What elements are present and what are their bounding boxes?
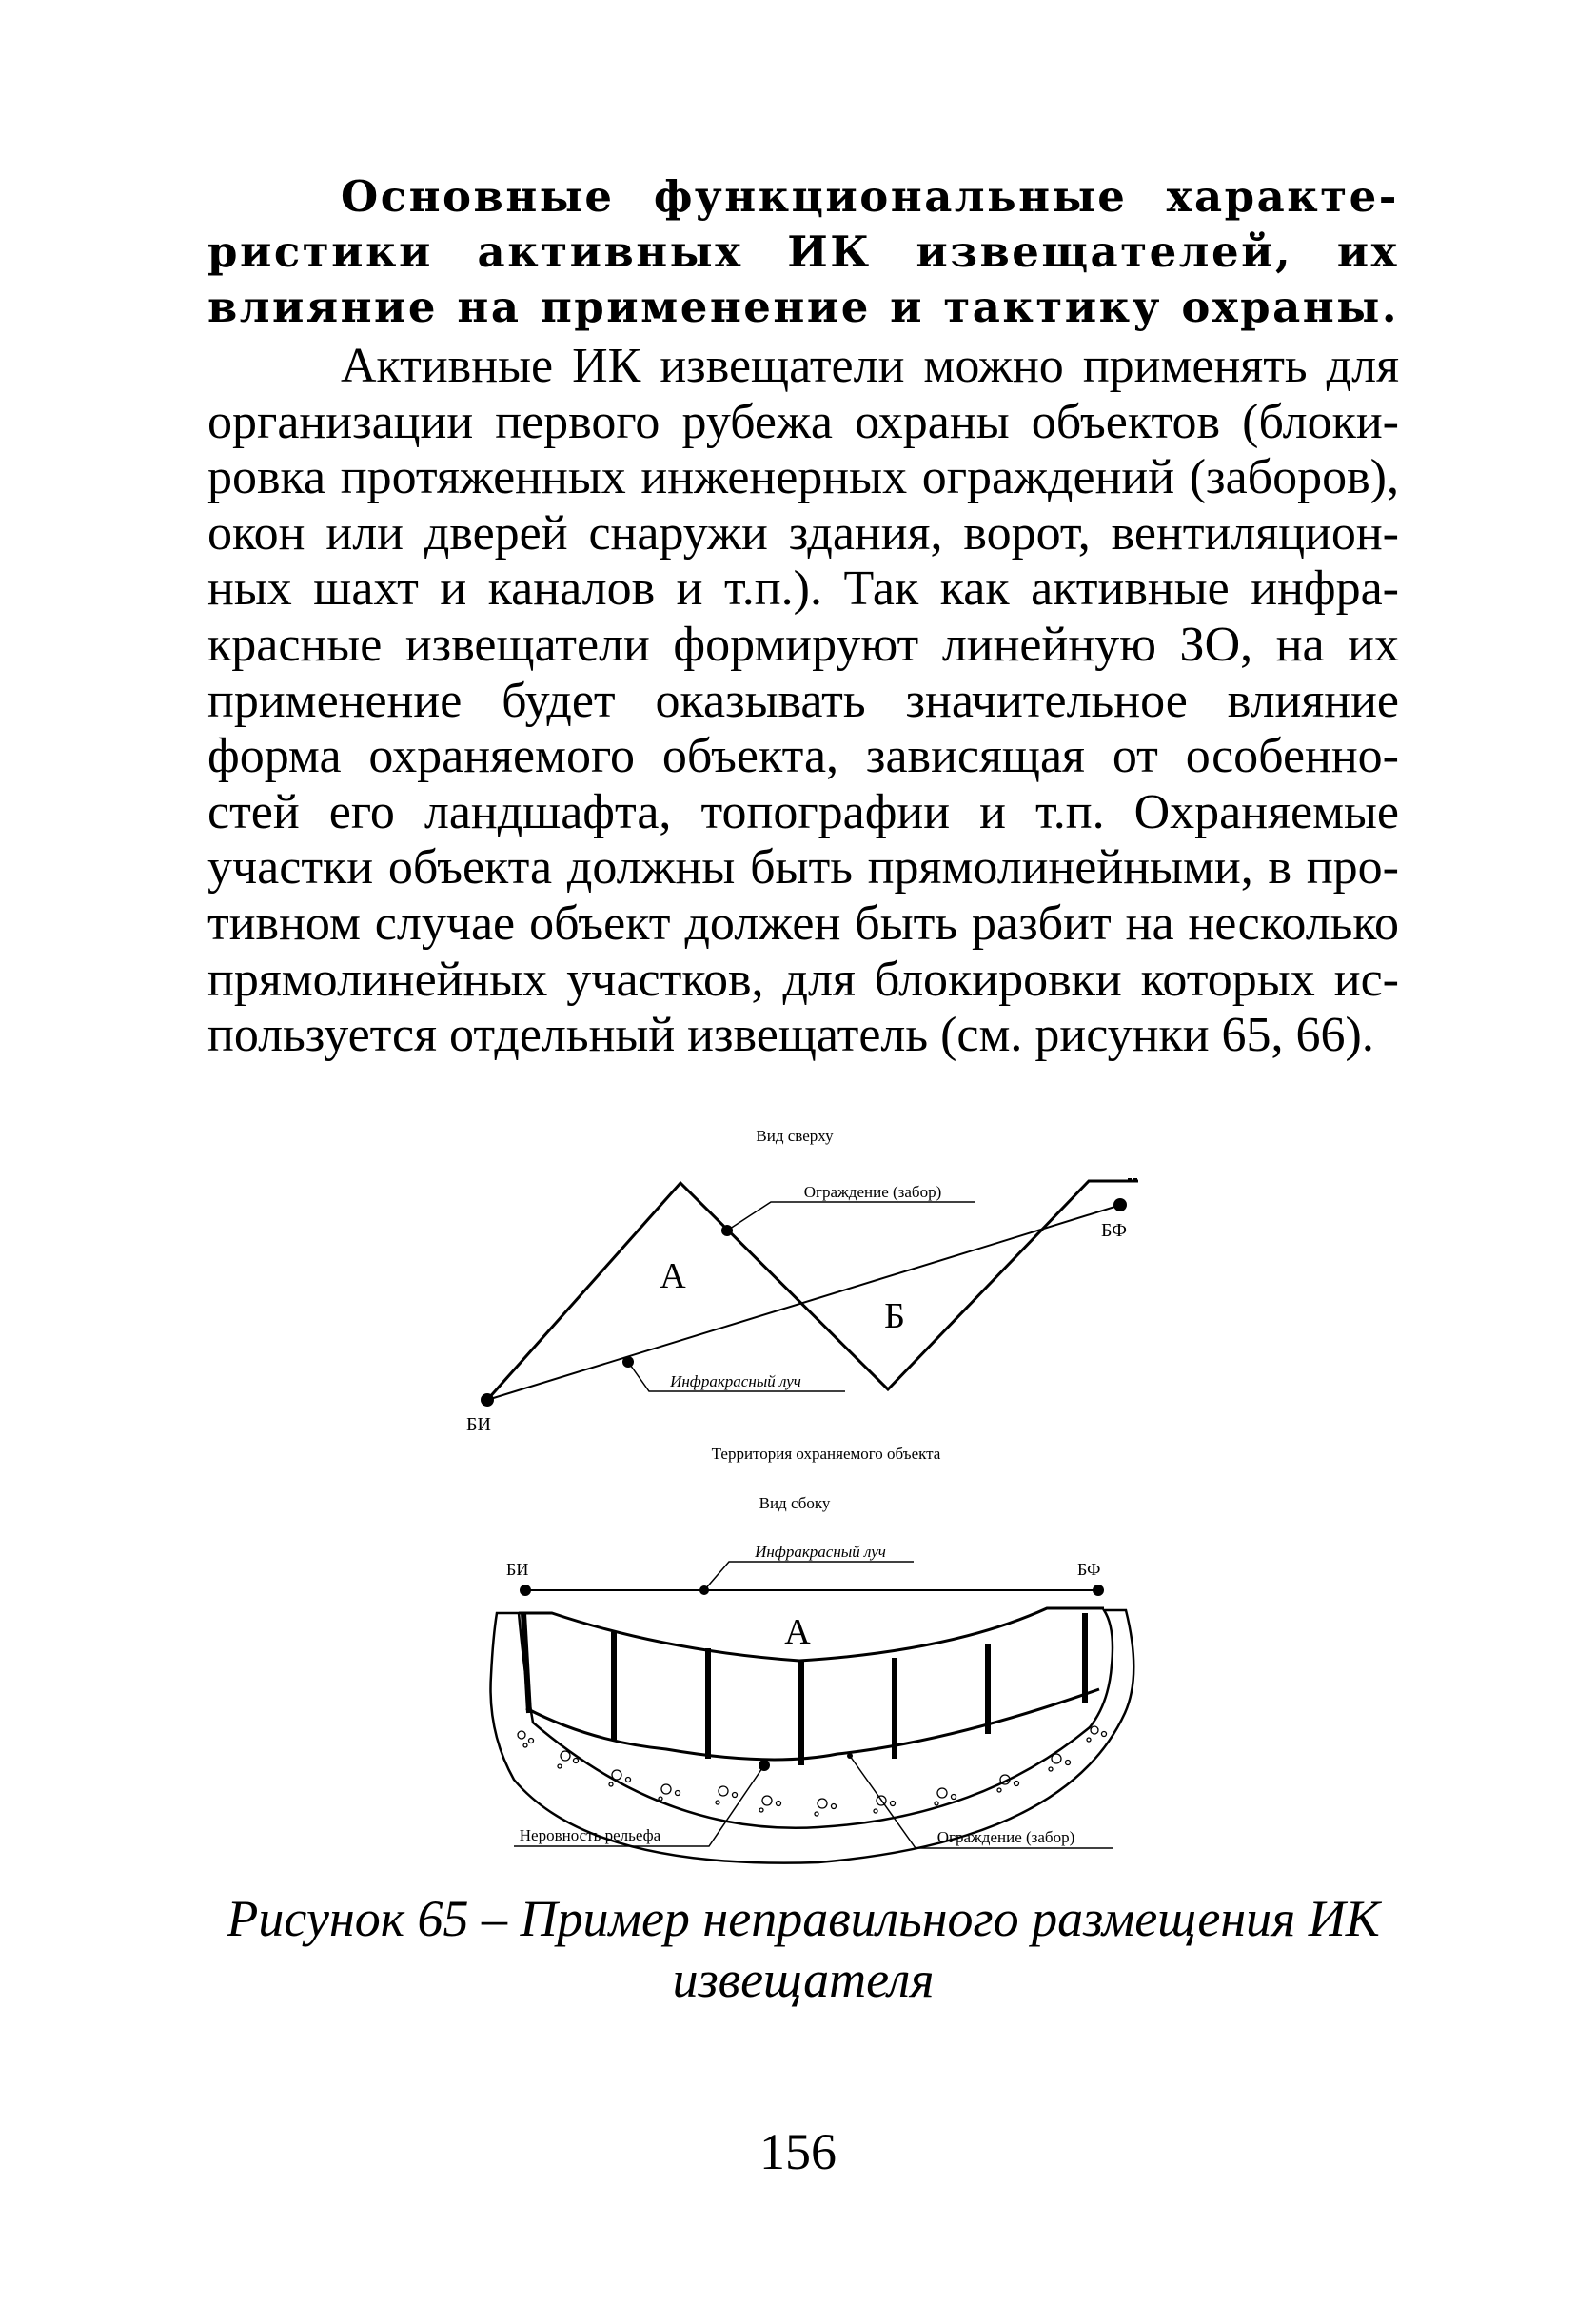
fence-callout-leader — [727, 1202, 975, 1231]
transmitter-label-top: БИ — [466, 1414, 491, 1435]
transmitter-label-side: БИ — [506, 1560, 529, 1579]
receiver-dot — [1113, 1198, 1127, 1211]
zone-b-label: Б — [884, 1296, 905, 1336]
body-line: участки объекта должны быть прямолинейными, в про- — [207, 840, 1399, 896]
body-line: тивном случае объект должен быть разбит на несколько — [207, 896, 1399, 951]
transmitter-dot — [481, 1393, 494, 1407]
fence-line — [487, 1181, 1138, 1400]
body-line: ровка протяженных инженерных ограждений (заборов), — [207, 450, 1399, 505]
transmitter-dot-side — [520, 1585, 531, 1596]
zone-a-label: А — [660, 1256, 686, 1296]
ground-outline — [491, 1610, 1134, 1863]
beam-callout-leader-side — [704, 1562, 914, 1590]
body-line: стей его ландшафта, топографии и т.п. Охраняемые — [207, 784, 1399, 839]
heading-line-3: влияние на применение и тактику охраны. — [207, 282, 1399, 332]
body-line: Активные ИК извещатели можно применять для — [341, 339, 1399, 393]
heading-line-2: ристики активных ИК извещателей, их — [207, 226, 1399, 277]
beam-label-top: Инфракрасный луч — [670, 1372, 801, 1390]
body-line: пользуется отдельный извещатель (см. рисунки 65, 66). — [207, 1008, 1374, 1063]
body-line: красные извещатели формируют линейную ЗО, на их — [207, 617, 1399, 672]
heading-line-1: Основные функциональные характе- — [341, 171, 1399, 222]
caption-line-2: извещателя — [672, 1951, 935, 2008]
body-line: ных шахт и каналов и т.п.). Так как активные инфра- — [207, 561, 1399, 617]
body-line: применение будет оказывать значительное влияние — [207, 673, 1399, 728]
receiver-dot-side — [1093, 1585, 1104, 1596]
terrain-label: Неровность рельефа — [519, 1826, 661, 1844]
figure-caption — [207, 1888, 1399, 2010]
page-number: 156 — [759, 2123, 837, 2180]
body-line: прямолинейных участков, для блокировки которых ис- — [207, 952, 1399, 1007]
receiver-label-top: БФ — [1101, 1220, 1127, 1241]
caption-line-1: Рисунок 65 – Пример неправильного размещения ИК — [227, 1890, 1380, 1947]
zone-a-side-label: А — [784, 1612, 811, 1652]
territory-label: Территория охраняемого объекта — [711, 1445, 941, 1463]
body-line: форма охраняемого объекта, зависящая от особенно- — [207, 729, 1399, 784]
body-line: организации первого рубежа охраны объектов (блоки- — [207, 394, 1399, 449]
receiver-label-side: БФ — [1077, 1560, 1101, 1579]
fence-label-side: Ограждение (забор) — [936, 1828, 1075, 1846]
view-label-side: Вид сбоку — [759, 1494, 831, 1512]
body-line: окон или дверей снаружи здания, ворот, вентиляцион- — [207, 505, 1399, 561]
view-label-top: Вид сверху — [756, 1127, 834, 1145]
ir-beam — [487, 1205, 1121, 1400]
figure-top-view — [466, 1127, 1138, 1463]
fence-top-curve — [519, 1608, 1104, 1661]
beam-label-side: Инфракрасный луч — [755, 1543, 886, 1561]
fence-label-top: Ограждение (забор) — [803, 1183, 942, 1201]
figure-side-view — [491, 1494, 1134, 1863]
